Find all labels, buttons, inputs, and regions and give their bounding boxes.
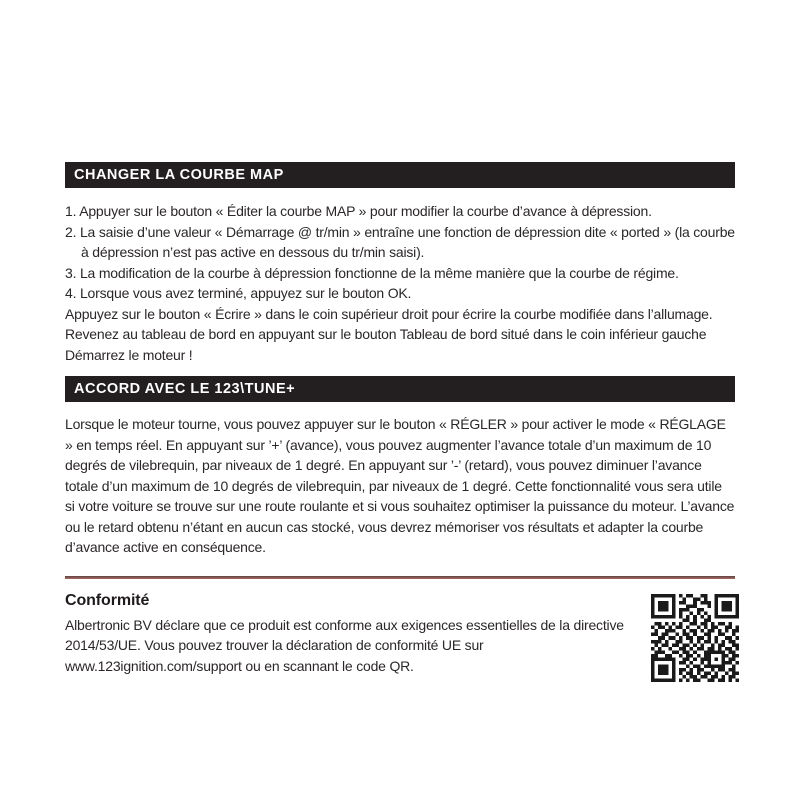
section-change-map-curve: [65, 162, 735, 365]
numbered-steps: [65, 201, 735, 365]
paragraph-return-dashboard: Revenez au tableau de bord en appuyant sur le bouton Tableau de bord situé dans le coin inférieur gauche: [65, 326, 707, 342]
step-item: 1. Appuyer sur le bouton « Éditer la courbe MAP » pour modifier la courbe d’avance à dépression.: [65, 203, 652, 219]
section-header-tune: [65, 376, 735, 402]
section-tuning: [65, 376, 735, 558]
conformity-text: [65, 592, 735, 677]
conformity-row: [65, 592, 735, 677]
section-header-change-map: [65, 162, 735, 188]
tuning-paragraph: Lorsque le moteur tourne, vous pouvez appuyer sur le bouton « RÉGLER » pour activer le mode « RÉGLAGE » en temps réel. En appuyant sur ’+’ (avance), vous pouvez augmenter l’avance totale d’un maximum de 10 degrés de vilebrequin, par niveaux de 1 degré. En appuyant sur ’-’ (retard), vous pouvez diminuer l’avance totale d’un maximum de 10 degrés de vilebrequin, par niveaux de 1 degré. Cette fonctionnalité vous sera utile si votre voiture se trouve sur une route roulante et si vous souhaitez optimiser la puissance du moteur. L’avance ou le retard obtenu n’étant en aucun cas stocké, vous devrez mémoriser vos résultats et adapter la courbe d’avance active en conséquence.: [65, 416, 735, 555]
section-title: CHANGER LA COURBE MAP: [74, 167, 284, 183]
step-item: 4. Lorsque vous avez terminé, appuyez sur le bouton OK.: [65, 285, 412, 301]
conformity-paragraph: Albertronic BV déclare que ce produit est conforme aux exigences essentielles de la directive 2014/53/UE. Vous pouvez trouver la déclaration de conformité UE sur www.123ignition.com/support ou en scannant le code QR.: [65, 616, 624, 674]
section-conformity: [65, 576, 735, 677]
step-item: 3. La modification de la courbe à dépression fonctionne de la même manière que la courbe de régime.: [65, 264, 679, 281]
conformity-heading: Conformité: [65, 591, 150, 609]
qr-code-icon: [651, 594, 739, 682]
paragraph-write-curve: Appuyez sur le bouton « Écrire » dans le coin supérieur droit pour écrire la courbe modifiée dans l’allumage.: [65, 305, 713, 322]
step-item: 2. La saisie d’une valeur « Démarrage @ tr/min » entraîne une fonction de dépression dite « ported » (la courbe à dépression n’est pas active en dessous du tr/min saisi).: [65, 223, 735, 260]
section-title: ACCORD AVEC LE 123\TUNE+: [74, 381, 296, 397]
paragraph-start-engine: Démarrez le moteur !: [65, 346, 193, 363]
divider-rule: [65, 576, 735, 579]
